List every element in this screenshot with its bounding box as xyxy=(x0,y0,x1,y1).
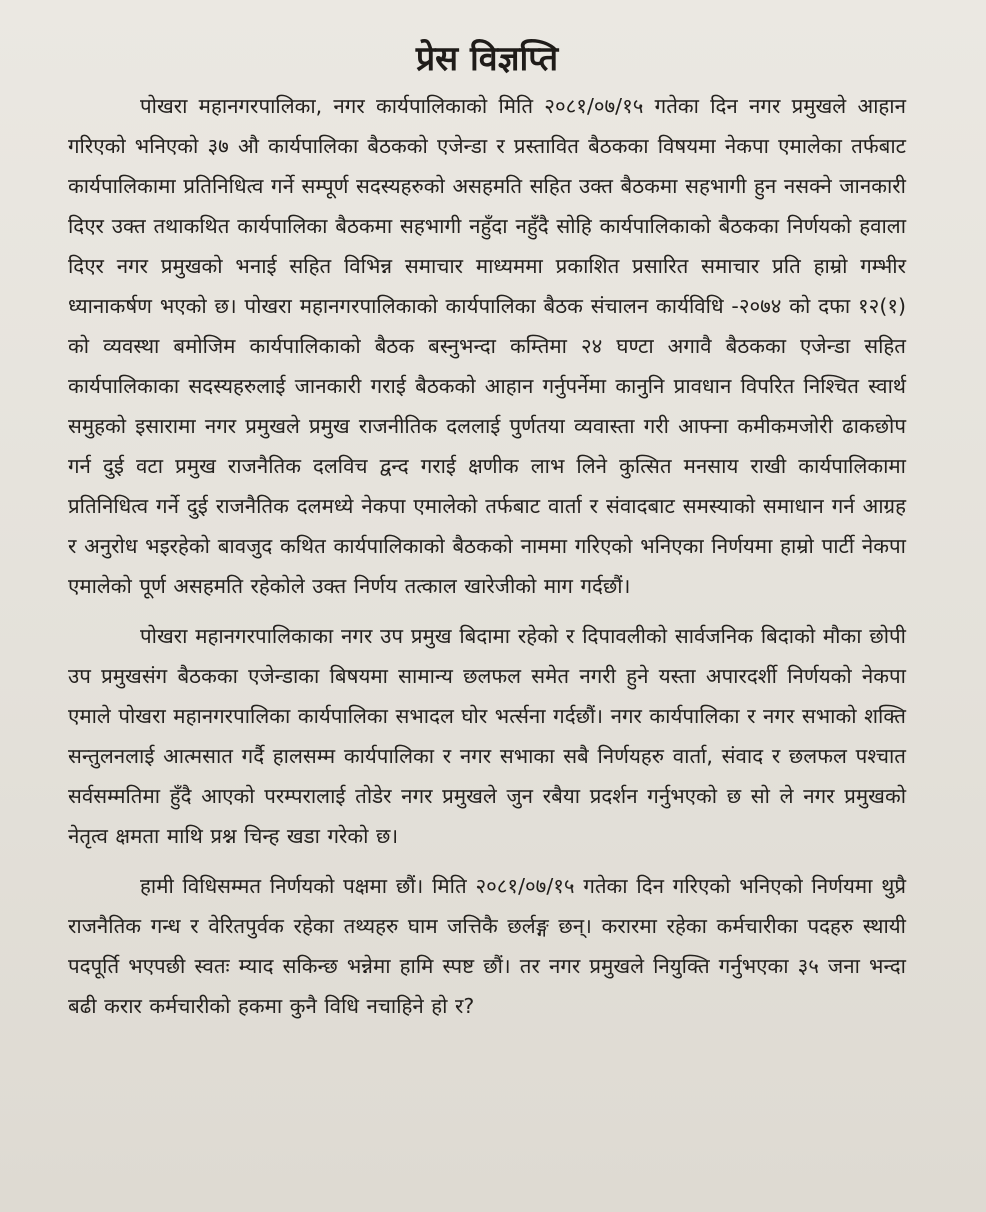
paragraph-1: पोखरा महानगरपालिका, नगर कार्यपालिकाको मिति २०८१/०७/१५ गतेका दिन नगर प्रमुखले आहान गरिएको भनिएको ३७ औ कार्यपालिका बैठकको एजेन्डा र प्रस्तावित बैठकका विषयमा नेकपा एमालेका तर्फबाट कार्यपालिकामा प्रतिनिधित्व गर्ने सम्पूर्ण सदस्यहरुको असहमति सहित उक्त बैठकमा सहभागी हुन नसक्ने जानकारी दिएर उक्त तथाकथित कार्यपालिका बैठकमा सहभागी नहुँदा नहुँदै सोहि कार्यपालिकाको बैठकका निर्णयको हवाला दिएर नगर प्रमुखको भनाई सहित विभिन्न समाचार माध्यममा प्रकाशित प्रसारित समाचार प्रति हाम्रो गम्भीर ध्यानाकर्षण भएको छ। पोखरा महानगरपालिकाको कार्यपालिका बैठक संचालन कार्यविधि -२०७४ को दफा १२(१) को व्यवस्था बमोजिम कार्यपालिकाको बैठक बस्नुभन्दा कम्तिमा २४ घण्टा अगावै बैठकका एजेन्डा सहित कार्यपालिकाका सदस्यहरुलाई जानकारी गराई बैठकको आहान गर्नुपर्नेमा कानुनि प्रावधान विपरित निश्चित स्वार्थ समुहको इसारामा नगर प्रमुखले प्रमुख राजनीतिक दललाई पुर्णतया व्यवास्ता गरी आफ्ना कमीकमजोरी ढाकछोप गर्न दुई वटा प्रमुख राजनैतिक दलविच द्वन्द गराई क्षणीक लाभ लिने कुत्सित मनसाय राखी कार्यपालिकामा प्रतिनिधित्व गर्ने दुई राजनैतिक दलमध्ये नेकपा एमालेको तर्फबाट वार्ता र संवादबाट समस्याको समाधान गर्न आग्रह र अनुरोध भइरहेको बावजुद कथित कार्यपालिकाको बैठकको नाममा गरिएको भनिएका निर्णयमा हाम्रो पार्टी नेकपा एमालेको पूर्ण असहमति रहेकोले उक्त निर्णय तत्काल खारेजीको माग गर्दछौं। xyxy=(68,94,906,598)
paragraph-3: हामी विधिसम्मत निर्णयको पक्षमा छौं। मिति २०८१/०७/१५ गतेका दिन गरिएको भनिएको निर्णयमा थुप्रै राजनैतिक गन्ध र वेरितपुर्वक रहेका तथ्यहरु घाम जत्तिकै छर्लङ्ग छन्। करारमा रहेका कर्मचारीका पदहरु स्थायी पदपूर्ति भएपछी स्वतः म्याद सकिन्छ भन्नेमा हामि स्पष्ट छौं। तर नगर प्रमुखले नियुक्ति गर्नुभएका ३५ जना भन्दा बढी करार कर्मचारीको हकमा कुनै विधि नचाहिने हो र? xyxy=(68,874,906,1018)
document-title: प्रेस विज्ञप्ति xyxy=(415,39,559,79)
paragraph-2: पोखरा महानगरपालिकाका नगर उप प्रमुख बिदामा रहेको र दिपावलीको सार्वजनिक बिदाको मौका छोपी उप प्रमुखसंग बैठकका एजेन्डाका बिषयमा सामान्य छलफल समेत नगरी हुने यस्ता अपारदर्शी निर्णयको नेकपा एमाले पोखरा महानगरपालिका कार्यपालिका सभादल घोर भर्त्सना गर्दछौं। नगर कार्यपालिका र नगर सभाको शक्ति सन्तुलनलाई आत्मसात गर्दै हालसम्म कार्यपालिका र नगर सभाका सबै निर्णयहरु वार्ता, संवाद र छलफल पश्चात सर्वसम्मतिमा हुँदै आएको परम्परालाई तोडेर नगर प्रमुखले जुन रबैया प्रदर्शन गर्नुभएको छ सो ले नगर प्रमुखको नेतृत्व क्षमता माथि प्रश्न चिन्ह खडा गरेको छ। xyxy=(68,624,906,848)
